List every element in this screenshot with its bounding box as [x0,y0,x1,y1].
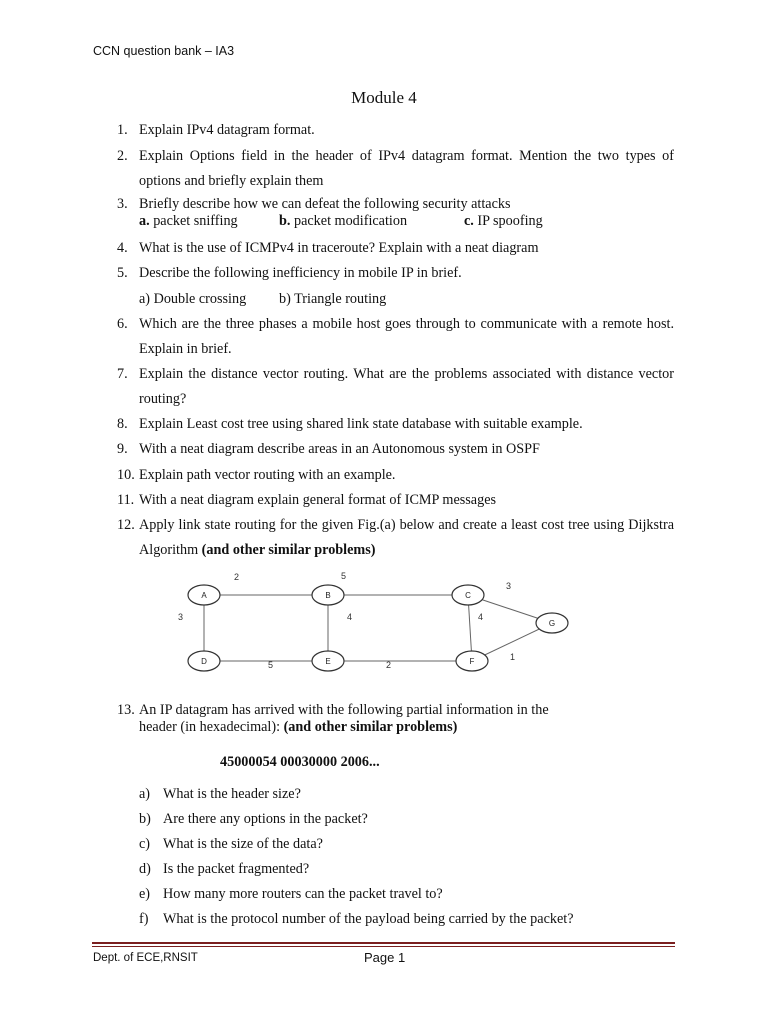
hex-header-data: 45000054 00030000 2006... [220,754,380,770]
question-number: 2. [117,148,128,164]
footer-divider-thin [92,946,675,947]
q3-option-c: c. IP spoofing [464,213,543,229]
footer-divider [92,942,675,944]
graph-edge-weight: 4 [478,612,484,622]
question-text: With a neat diagram explain general format of ICMP messages [139,492,497,508]
q5-option-b: b) Triangle routing [279,291,387,307]
graph-edge-weight: 5 [268,660,274,670]
question-text: An IP datagram has arrived with the following partial information in the header (in hexadecimal): (and other similar problems) [139,702,549,735]
q13-sub-e: e) How many more routers can the packet travel to? [139,886,443,902]
graph-edge-weight: 1 [510,652,516,662]
q13-sub-c: c) What is the size of the data? [139,836,323,852]
module-title: Module 4 [351,88,417,107]
question-number: 6. [117,316,128,332]
question-number: 9. [117,441,128,457]
question-text: Explain path vector routing with an example. [139,467,396,483]
question-number: 8. [117,416,128,432]
graph-node-label: B [325,591,331,600]
graph-node-label: G [548,619,556,628]
q13-sub-d: d) Is the packet fragmented? [139,861,310,877]
graph-edge-weight: 3 [178,612,184,622]
q3-option-a: a. packet sniffing [139,213,238,229]
question-number: 1. [117,122,128,138]
question-text: Describe the following inefficiency in mobile IP in brief. [139,265,462,281]
q13-sub-f: f) What is the protocol number of the payload being carried by the packet? [139,911,574,927]
question-text: Explain Options field in the header of IPv4 datagram format. Mention the two types of options and briefly explain them [139,148,674,189]
question-text: With a neat diagram describe areas in an Autonomous system in OSPF [139,441,540,457]
question-number: 4. [117,240,128,256]
graph-edge-weight: 2 [386,660,392,670]
q5-option-a: a) Double crossing [139,291,247,307]
footer-page-number: Page 1 [364,950,406,965]
question-text: Explain Least cost tree using shared link state database with suitable example. [139,416,583,432]
question-number: 5. [117,265,128,281]
graph-node-label: A [201,591,207,600]
network-graph-figure [160,568,600,680]
graph-node-label: C [465,591,471,600]
question-number: 7. [117,366,128,382]
question-number: 11. [117,492,135,508]
graph-edge-weight: 2 [234,572,240,582]
question-text: Explain the distance vector routing. What are the problems associated with distance vector routing? [139,366,674,407]
question-number: 12. [117,517,135,533]
question-text: Briefly describe how we can defeat the following security attacks [139,196,511,212]
question-text: Which are the three phases a mobile host goes through to communicate with a remote host. Explain in brief. [139,316,674,357]
page-header: CCN question bank – IA3 [93,44,235,58]
q13-sub-a: a) What is the header size? [139,786,301,802]
graph-node-label: F [469,657,475,666]
q13-sub-b: b) Are there any options in the packet? [139,811,368,827]
question-number: 3. [117,196,128,212]
question-text: What is the use of ICMPv4 in traceroute? Explain with a neat diagram [139,240,539,256]
graph-node-label: D [201,657,207,666]
question-number: 13. [117,702,135,718]
graph-edge-weight: 5 [341,571,347,581]
q3-option-b: b. packet modification [279,213,408,229]
question-number: 10. [117,467,135,483]
question-text: Apply link state routing for the given Fig.(a) below and create a least cost tree using Dijkstra Algorithm (and other similar problems) [139,517,674,558]
question-text: Explain IPv4 datagram format. [139,122,315,138]
graph-node-label: E [325,657,331,666]
graph-edge-weight: 3 [506,581,512,591]
footer-department: Dept. of ECE,RNSIT [93,952,198,964]
graph-edge-weight: 4 [347,612,353,622]
